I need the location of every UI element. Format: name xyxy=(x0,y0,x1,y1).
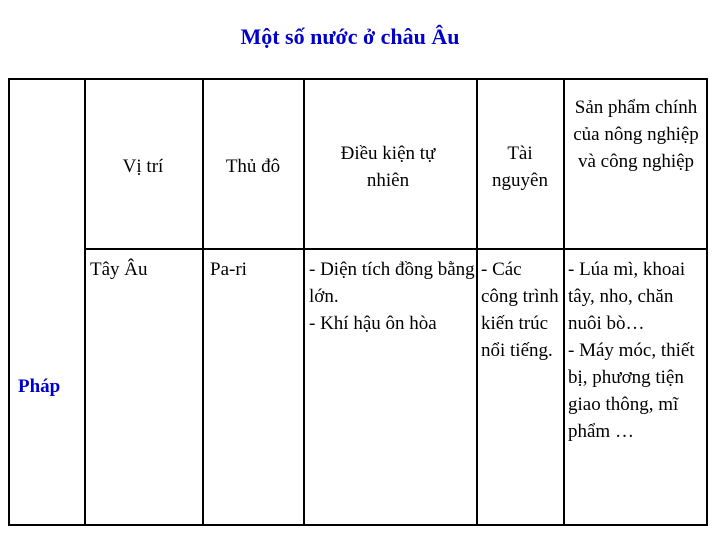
header-location: Vị trí xyxy=(122,156,164,177)
products-item: - Lúa mì, khoai tây, nho, chăn nuôi bò… xyxy=(568,259,686,334)
nature-item: - Diện tích đồng bằng lớn. xyxy=(309,259,475,307)
country-label: Pháp xyxy=(18,376,61,397)
column-divider xyxy=(84,78,86,526)
column-divider xyxy=(303,78,305,526)
cell-products xyxy=(568,256,705,445)
table-border-right xyxy=(706,78,708,526)
products-item: - Máy móc, thiết bị, phương tiện giao thông, mĩ phẩm … xyxy=(568,340,695,442)
cell-resources: - Các công trình kiến trúc nổi tiếng. xyxy=(481,259,559,361)
page-title: Một số nước ở châu Âu xyxy=(240,24,460,49)
column-divider xyxy=(202,78,204,526)
table-border-bottom xyxy=(8,524,708,526)
header-capital: Thủ đô xyxy=(225,156,281,177)
table-border-left xyxy=(8,78,10,526)
header-nature: Điều kiện tự nhiên xyxy=(340,143,436,191)
header-resources: Tài nguyên xyxy=(492,143,548,191)
table-border-top xyxy=(8,78,708,80)
nature-item: - Khí hậu ôn hòa xyxy=(309,313,437,334)
cell-capital: Pa-ri xyxy=(210,259,247,280)
column-divider xyxy=(563,78,565,526)
cell-location: Tây Âu xyxy=(90,259,148,280)
header-products: Sản phẩm chính của nông nghiệp và công nghiệp xyxy=(573,97,699,172)
header-divider xyxy=(84,248,708,250)
cell-nature xyxy=(309,256,475,337)
